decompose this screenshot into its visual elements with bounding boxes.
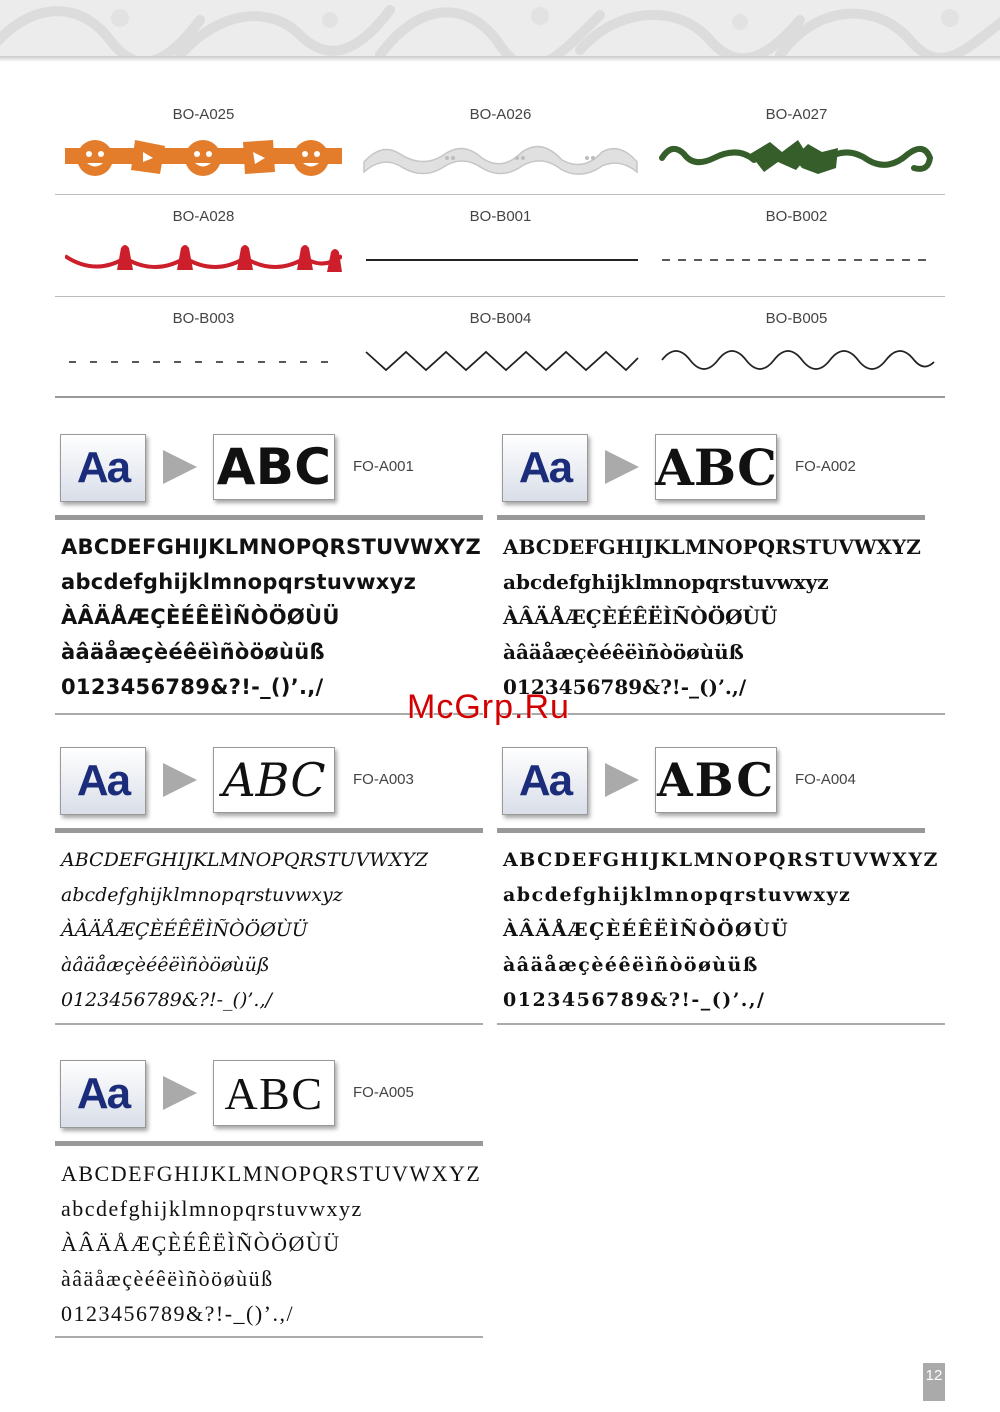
sample-line: abcdefghijklmnopqrstuvwxyz: [61, 884, 343, 906]
font-code: FO-A005: [353, 1084, 414, 1101]
font-sample-lines: [503, 843, 939, 1018]
sample-line: ÀÂÄÅÆÇÈÉÊËÌÑÒÖØÙÜ: [61, 919, 308, 941]
banner-shadow: [0, 56, 1000, 62]
sample-line: abcdefghijklmnopqrstuvwxyz: [503, 570, 829, 594]
sample-line: ABCDEFGHIJKLMNOPQRSTUVWXYZ: [61, 535, 481, 559]
row-divider: [55, 296, 945, 297]
font-preview-header: [55, 1060, 483, 1135]
watermark: McGrp.Ru: [407, 688, 570, 726]
border-sample-bo-b004: [352, 310, 649, 410]
sample-line: 0123456789&?!-_()’.,/: [503, 675, 747, 699]
font-code: FO-A003: [353, 771, 414, 788]
play-arrow-icon: [163, 763, 197, 797]
play-arrow-icon: [163, 1076, 197, 1110]
holly-border-icon: [658, 128, 935, 188]
font-sample-lines: [503, 530, 933, 705]
font-sample-fo-a003: [55, 747, 483, 1027]
font-code: FO-A002: [795, 458, 856, 475]
sample-line: ÀÂÄÅÆÇÈÉÊËÌÑÒÖØÙÜ: [61, 1231, 341, 1256]
sample-line: 0123456789&?!-_()’.,/: [503, 989, 766, 1011]
abc-preview: ABC: [655, 747, 777, 813]
sample-line: àâäåæçèéêëìñòöøùüß: [61, 954, 270, 976]
border-code: BO-B004: [469, 310, 532, 327]
font-sample-lines: [61, 530, 491, 705]
section-divider: [55, 396, 945, 398]
font-preview-header: [55, 434, 483, 509]
sample-line: ÀÂÄÅÆÇÈÉÊËÌÑÒÖØÙÜ: [503, 605, 778, 629]
aa-preview-icon: Aa: [60, 747, 146, 815]
play-arrow-icon: [163, 450, 197, 484]
sample-line: 0123456789&?!-_()’.,/: [61, 989, 272, 1011]
font-code: FO-A001: [353, 458, 414, 475]
font-sample-lines: [61, 843, 491, 1018]
border-sample-bo-b005: [648, 310, 945, 410]
aa-preview-icon: Aa: [502, 434, 588, 502]
font-divider: [497, 828, 925, 833]
play-arrow-icon: [605, 763, 639, 797]
abc-preview: ABC: [213, 434, 335, 500]
sample-line: abcdefghijklmnopqrstuvwxyz: [61, 570, 417, 594]
floral-ornament-icon: [0, 0, 1000, 56]
border-code: BO-A025: [172, 106, 235, 123]
sample-line: ÀÂÄÅÆÇÈÉÊËÌÑÒÖØÙÜ: [61, 605, 340, 629]
font-sample-fo-a002: [497, 434, 925, 716]
wave-line-icon: [658, 332, 935, 392]
sample-line: 0123456789&?!-_()’.,/: [61, 1301, 295, 1326]
font-preview-header: [497, 747, 925, 822]
row-divider: [55, 194, 945, 195]
sample-line: àâäåæçèéêëìñòöøùüß: [61, 1266, 274, 1291]
font-sample-fo-a004: [497, 747, 939, 1027]
sample-line: 0123456789&?!-_()’.,/: [61, 675, 324, 699]
border-sample-bo-a025: [55, 106, 352, 206]
header-banner: [0, 0, 1000, 56]
font-divider: [497, 515, 925, 520]
pumpkin-border-icon: [65, 128, 342, 188]
border-code: BO-B001: [469, 208, 532, 225]
block-bottom-line: [55, 1023, 483, 1025]
border-sample-bo-b003: [55, 310, 352, 410]
border-code: BO-B005: [765, 310, 828, 327]
sample-line: ABCDEFGHIJKLMNOPQRSTUVWXYZ: [503, 535, 921, 559]
font-sample-fo-a001: [55, 434, 483, 716]
solid-line-icon: [362, 230, 639, 290]
sample-line: ABCDEFGHIJKLMNOPQRSTUVWXYZ: [61, 1161, 482, 1186]
abc-preview: ABC: [213, 1060, 335, 1126]
font-divider: [55, 515, 483, 520]
sample-line: ÀÂÄÅÆÇÈÉÊËÌÑÒÖØÙÜ: [503, 919, 790, 941]
border-code: BO-A028: [172, 208, 235, 225]
page-number: 12: [923, 1363, 945, 1401]
aa-preview-icon: Aa: [502, 747, 588, 815]
font-preview-header: [497, 434, 925, 509]
sample-line: àâäåæçèéêëìñòöøùüß: [503, 640, 744, 664]
dashed-line-icon: [658, 230, 935, 290]
ghost-border-icon: [362, 128, 639, 188]
font-divider: [55, 1141, 483, 1146]
sample-line: abcdefghijklmnopqrstuvwxyz: [503, 884, 852, 906]
aa-preview-icon: Aa: [60, 1060, 146, 1128]
aa-preview-icon: Aa: [60, 434, 146, 502]
border-code: BO-A027: [765, 106, 828, 123]
play-arrow-icon: [605, 450, 639, 484]
border-code: BO-B002: [765, 208, 828, 225]
sample-line: ABCDEFGHIJKLMNOPQRSTUVWXYZ: [503, 849, 939, 871]
border-code: BO-A026: [469, 106, 532, 123]
block-bottom-line: [497, 1023, 945, 1025]
zigzag-line-icon: [362, 332, 639, 392]
border-sample-bo-b001: [352, 208, 649, 308]
border-sample-bo-a027: [648, 106, 945, 206]
bell-border-icon: [65, 230, 342, 290]
border-code: BO-B003: [172, 310, 235, 327]
dashed-line-wide-icon: [65, 332, 342, 392]
block-bottom-line: [55, 1336, 483, 1338]
abc-preview: ABC: [213, 747, 335, 813]
font-code: FO-A004: [795, 771, 856, 788]
border-sample-bo-a028: [55, 208, 352, 308]
font-preview-header: [55, 747, 483, 822]
sample-line: àâäåæçèéêëìñòöøùüß: [61, 640, 325, 664]
border-sample-bo-b002: [648, 208, 945, 308]
border-sample-bo-a026: [352, 106, 649, 206]
font-sample-fo-a005: [55, 1060, 483, 1340]
font-divider: [55, 828, 483, 833]
sample-line: àâäåæçèéêëìñòöøùüß: [503, 954, 759, 976]
font-sample-lines: [61, 1156, 491, 1331]
abc-preview: ABC: [655, 434, 777, 500]
sample-line: abcdefghijklmnopqrstuvwxyz: [61, 1196, 363, 1221]
sample-line: ABCDEFGHIJKLMNOPQRSTUVWXYZ: [61, 849, 429, 871]
